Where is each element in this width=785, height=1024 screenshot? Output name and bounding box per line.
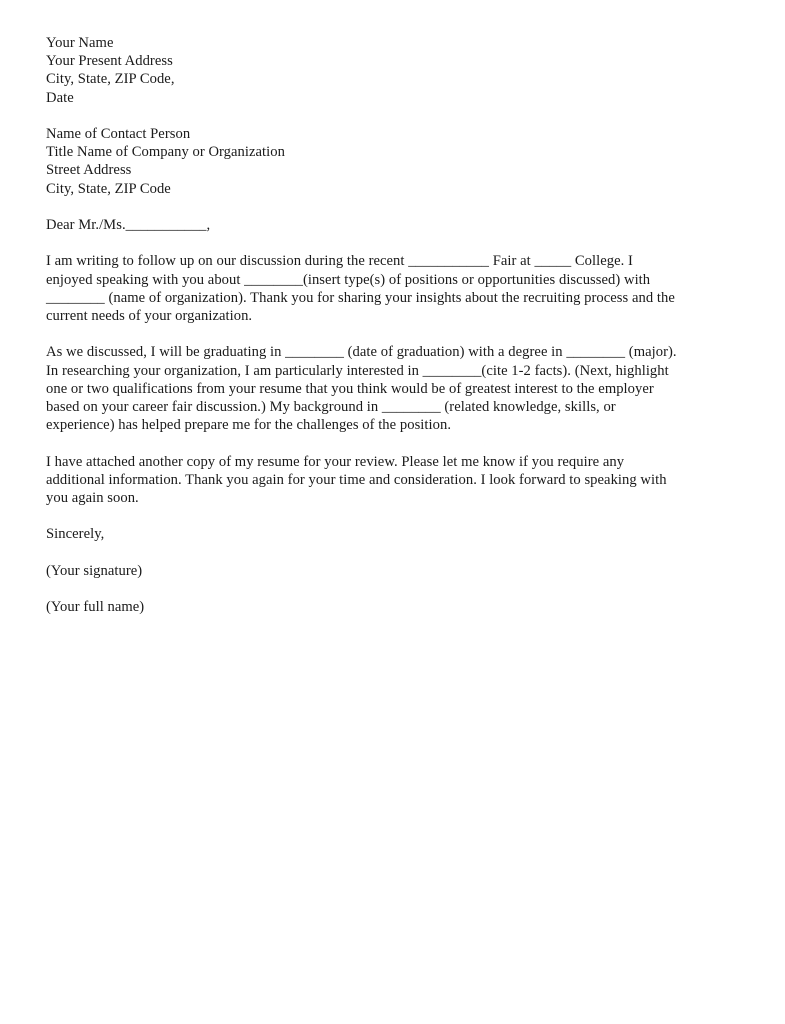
sender-city-state-zip: City, State, ZIP Code, bbox=[46, 71, 175, 88]
paragraph-line: one or two qualifications from your resume that you think would be of greatest interest to the employer bbox=[46, 380, 654, 397]
paragraph-3 bbox=[46, 453, 736, 508]
paragraph-line: As we discussed, I will be graduating in ________ (date of graduation) with a degree in ________ (major). bbox=[46, 344, 677, 361]
paragraph-line: In researching your organization, I am particularly interested in ________(cite 1-2 facts). (Next, highlight bbox=[46, 362, 669, 379]
recipient-block bbox=[46, 125, 736, 198]
signature-placeholder: (Your signature) bbox=[46, 562, 143, 579]
letter-date: Date bbox=[46, 89, 74, 106]
paragraph-2 bbox=[46, 343, 736, 434]
sender-address: Your Present Address bbox=[46, 53, 173, 70]
paragraph-line: based on your career fair discussion.) My background in ________ (related knowledge, skills, or bbox=[46, 399, 616, 415]
closing: Sincerely, bbox=[46, 526, 105, 543]
paragraph-line: enjoyed speaking with you about ________(insert type(s) of positions or opportunities discussed) with bbox=[46, 271, 651, 288]
paragraph-line: I have attached another copy of my resume for your review. Please let me know if you require any bbox=[46, 453, 625, 470]
sender-name: Your Name bbox=[46, 35, 114, 51]
paragraph-line: ________ (name of organization). Thank you for sharing your insights about the recruiting process and the bbox=[46, 289, 675, 306]
paragraph-line: current needs of your organization. bbox=[46, 308, 253, 324]
paragraph-line: you again soon. bbox=[46, 490, 139, 506]
sender-block bbox=[46, 34, 736, 107]
paragraph-line: experience) has helped prepare me for the challenges of the position. bbox=[46, 417, 452, 434]
recipient-city-state-zip: City, State, ZIP Code bbox=[46, 180, 171, 197]
paragraph-1 bbox=[46, 252, 736, 325]
recipient-street: Street Address bbox=[46, 162, 132, 179]
letter-page bbox=[46, 34, 736, 616]
recipient-title-company: Title Name of Company or Organization bbox=[46, 144, 285, 161]
paragraph-line: additional information. Thank you again for your time and consideration. I look forward to speaking with bbox=[46, 471, 667, 488]
salutation: Dear Mr./Ms.___________, bbox=[46, 217, 211, 233]
paragraph-line: I am writing to follow up on our discussion during the recent ___________ Fair at _____ College. I bbox=[46, 253, 633, 270]
recipient-contact: Name of Contact Person bbox=[46, 126, 191, 142]
full-name-placeholder: (Your full name) bbox=[46, 599, 145, 616]
